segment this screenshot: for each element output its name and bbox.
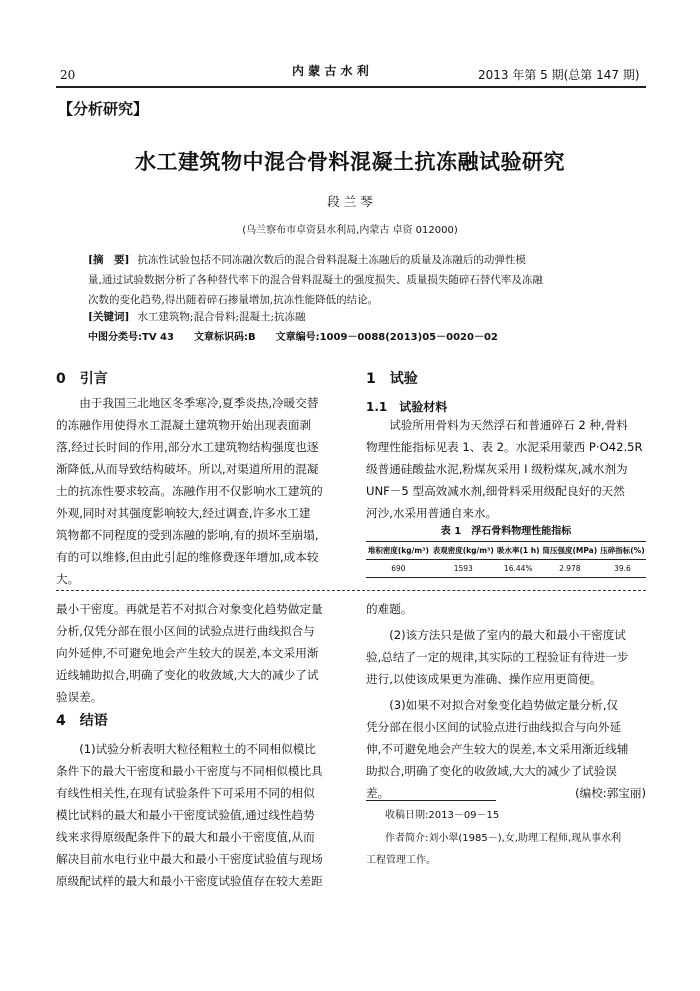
- author-bio-1: 作者简介:刘小翠(1985－),女,助理工程师,现从事水利: [385, 833, 622, 844]
- table1-cell: 1593: [431, 560, 496, 578]
- classification-line: 中图分类号:TV 43 文章标识码:B 文章编号:1009－0088(2013)05－0020－02: [88, 332, 498, 343]
- left-cont-line: 最小干密度。再就是若不对拟合对象变化趋势做定量: [56, 602, 323, 616]
- table1-caption: 表 1 浮石骨料物理性能指标: [440, 526, 572, 537]
- point2-line: (2)该方法只是做了室内的最大和最小干密度试: [389, 628, 626, 642]
- materials-line: UNF－5 型高效减水剂,细骨料采用级配良好的天然: [366, 484, 625, 498]
- affiliation: (乌兰察布市卓资县水利局,内蒙古 卓资 012000): [242, 225, 458, 236]
- table1-header-row: [366, 542, 646, 560]
- abstract-line-3: 次数的变化趋势,得出随着碎石掺量增加,抗冻性能降低的结论。: [88, 294, 379, 306]
- conclusion-line: 条件下的最大干密度和最小干密度与不同相似模比具: [56, 764, 323, 778]
- left-cont-line: 近线辅助拟合,明确了变化的收敛域,大大的减少了试: [56, 668, 319, 682]
- table1-header-cell: 表观密度(kg/m³): [431, 542, 496, 560]
- table1-header-cell: 堆积密度(kg/m³): [366, 542, 431, 560]
- right-cont-line: 的难题。: [366, 602, 413, 616]
- table1-cell: 16.44%: [496, 560, 541, 578]
- materials-body: [366, 414, 646, 524]
- intro-line: 渐降低,从而导致结构破坏。所以,对渠道所用的混凝: [56, 462, 319, 476]
- left-cont-line: 向外延伸,不可避免地会产生较大的误差,本文采用渐: [56, 646, 319, 660]
- materials-line: 物理性能指标见表 1、表 2。水泥采用蒙西 P·O42.5R: [366, 440, 643, 454]
- conclusion-line: 原级配试样的最大和最小干密度试验值存在较大差距: [56, 874, 323, 888]
- header-rule: [56, 86, 646, 88]
- abstract: [88, 250, 628, 310]
- table1-cell: 690: [366, 560, 431, 578]
- intro-line: 筑物都不同程度的受到冻融的影响,有的损坏至崩塌,: [56, 528, 319, 542]
- table1-header-cell: 筒压强度(MPa): [541, 542, 599, 560]
- issue-info: 2013 年第 5 期(总第 147 期): [478, 68, 640, 82]
- conclusion-line: 解决目前水电行业中最大和最小干密度试验值与现场: [56, 852, 323, 866]
- conclusion-line: 线来求得原级配条件下的最大和最小干密度值,从而: [56, 830, 315, 844]
- point3-line: 伸,不可避免地会产生较大的误差,本文采用渐近线辅: [366, 742, 629, 756]
- conclusion-line: 模比试料的最大和最小干密度试验值,通过线性趋势: [56, 808, 315, 822]
- column-label: 【分析研究】: [58, 100, 149, 118]
- intro-line: 土的抗冻性要求较高。冻融作用不仅影响水工建筑的: [56, 484, 323, 498]
- page-break-divider: [56, 590, 646, 591]
- last-line: 差。 (编校:郭宝丽): [366, 782, 646, 804]
- intro-line: 落,经过长时间的作用,部分水工建筑物结构强度也逐: [56, 440, 319, 454]
- right-continuation: [366, 598, 646, 804]
- article-title: 水工建筑物中混合骨料混凝土抗冻融试验研究: [135, 150, 565, 174]
- table1-cell: 2.978: [541, 560, 599, 578]
- materials-line: 级普通硅酸盐水泥,粉煤灰采用 I 级粉煤灰,减水剂为: [366, 462, 628, 476]
- table1: [366, 541, 646, 578]
- keywords: [88, 309, 306, 324]
- left-continuation: [56, 598, 348, 708]
- test-heading: 1 试验: [366, 371, 418, 387]
- table-row: [366, 560, 646, 578]
- abstract-line-2: 量,通过试验数据分析了各种替代率下的混合骨料混凝土的强度损失、质量损失随碎石替代率及冻融: [88, 274, 543, 286]
- materials-heading: 1.1 试验材料: [366, 400, 448, 414]
- point2-line: 验,总结了一定的规律,其实际的工程验证有待进一步: [366, 650, 629, 664]
- keywords-text: 水工建筑物;混合骨料;混凝土;抗冻融: [137, 311, 306, 323]
- materials-line: 试验所用骨料为天然浮石和普通碎石 2 种,骨料: [389, 418, 628, 432]
- received-date: 收稿日期:2013－09－15: [385, 810, 500, 821]
- table1-cell: 39.6: [599, 560, 646, 578]
- materials-line: 河沙,水采用普通自来水。: [366, 506, 498, 520]
- intro-line: 有的可以维修,但由此引起的维修费逐年增加,成本较: [56, 550, 319, 564]
- author-bio-2: 工程管理工作。: [366, 855, 436, 866]
- intro-line: 由于我国三北地区冬季寒冷,夏季炎热,冷暖交替: [79, 396, 319, 410]
- abstract-line-1: [摘 要] 抗冻性试验包括不同冻融次数后的混合骨料混凝土冻融后的质量及冻融后的动弹性模: [88, 254, 526, 266]
- point3-line: 助拟合,明确了变化的收敛域,大大的减少了试验误: [366, 764, 617, 778]
- keywords-label: [关键词]: [88, 311, 130, 323]
- conclusion-body: [56, 738, 348, 892]
- left-cont-line: 分析,仅凭分部在很小区间的试验点进行曲线拟合与: [56, 624, 315, 638]
- editor-credit: (编校:郭宝丽): [575, 786, 646, 800]
- intro-heading: 0 引言: [56, 371, 108, 387]
- point3-line: 凭分部在很小区间的试验点进行曲线拟合与向外延: [366, 720, 622, 734]
- journal-name: 内 蒙 古 水 利: [292, 64, 369, 78]
- left-cont-line: 验误差。: [56, 690, 103, 704]
- conclusion-line: 有线性相关性,在现有试验条件下可采用不同的相似: [56, 786, 315, 800]
- author: 段 兰 琴: [327, 194, 373, 209]
- page-number: 20: [60, 68, 76, 82]
- conclusion-line: (1)试验分析表明大粒径粗粒土的不同相似模比: [79, 742, 316, 756]
- point3-line: (3)如果不对拟合对象变化趋势做定量分析,仅: [389, 698, 618, 712]
- intro-line: 的冻融作用使得水工混凝土建筑物开始出现表面剥: [56, 418, 312, 432]
- intro-body: [56, 392, 348, 590]
- intro-line: 大。: [56, 572, 80, 586]
- abstract-label: [摘 要]: [88, 254, 130, 266]
- conclusion-heading: 4 结语: [56, 713, 108, 729]
- footnote-rule: [366, 800, 496, 801]
- table1-header-cell: 压碎指标(%): [599, 542, 646, 560]
- intro-line: 外观,同时对其强度影响较大,经过调查,许多水工建: [56, 506, 311, 520]
- point2-line: 进行,以使该成果更为准确、操作应用更简便。: [366, 672, 602, 686]
- table1-header-cell: 吸水率(1 h): [496, 542, 541, 560]
